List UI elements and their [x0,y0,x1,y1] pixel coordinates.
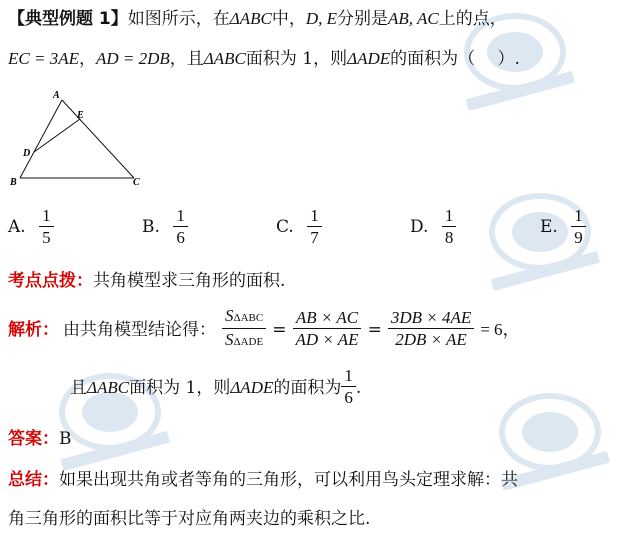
answer-label: 答案： [8,429,59,449]
area-s: S [225,306,234,325]
label-a: A [53,90,60,101]
fraction-sides [292,308,361,351]
triangle-figure [0,86,160,196]
option-letter: D. [410,217,429,237]
summary-text: 如果出现共角或者等角的三角形，可以利用鸟头定理求解：共 [59,470,518,490]
option-d[interactable] [410,206,456,249]
problem-text: ， [78,49,96,69]
analysis-line-2 [70,366,361,409]
option-denominator: 9 [574,228,583,247]
summary-line-1 [8,469,518,491]
math-segments-ab-ac: AB, AC [388,9,439,28]
option-b[interactable] [142,206,188,249]
option-numerator: 1 [173,206,188,227]
option-letter: C. [276,217,294,237]
math-ad-eq: AD = 2DB [95,49,170,68]
side-ab [20,100,62,178]
problem-text: 上的点， [438,9,507,29]
problem-line-2 [8,48,520,70]
analysis-line-1: 解析： 由共角模型结论得： $\frac{\text{SΔABC}}{\text{SΔADE}}$ = $\frac{AB \times AC}{AD \times AE}$ = $\frac{3DB \times 4AE}{2DB \times AE}$ = 6 ， [8,306,520,353]
side-ac [62,100,134,178]
summary-line-2 [8,508,370,530]
label-b: B [10,177,17,188]
option-denominator: 8 [444,228,454,247]
fraction-numerator: AB × AC [293,308,361,329]
problem-text: ，且 [169,49,204,69]
example-tag: 【典型例题 1】 [8,9,128,29]
option-e[interactable] [540,206,586,249]
math-triangle-abc: ΔABC [203,49,246,68]
analysis-text: 由共角模型结论得： [63,319,216,340]
analysis-text: 面积为 1，则 [129,377,231,398]
option-c[interactable] [276,206,322,249]
problem-text: 分别是 [337,9,389,29]
math-triangle-ade: ΔADE [347,49,391,68]
summary-label: 总结： [8,470,59,490]
area-sub: ΔABC [233,312,264,324]
fraction-numerator: 3DB × 4AE [388,308,474,329]
option-numerator: 1 [442,206,457,227]
problem-text: 的面积为（ ）. [390,49,520,69]
math-triangle-abc: ΔABC [229,9,272,28]
option-letter: A. [8,217,26,237]
analysis-text: 且 [70,377,87,398]
math-triangle-abc: ΔABC [87,377,130,397]
problem-line-1 [8,8,507,30]
point-section [8,270,285,292]
problem-text: 面积为 1，则 [245,49,348,69]
fraction-denominator: 6 [344,388,353,407]
analysis-tail: ， [502,319,520,340]
option-denominator: 5 [42,228,51,247]
fraction-denominator: AD × AE [295,330,359,349]
answer-value: B [59,429,72,449]
math-points-de: D, E [305,9,338,28]
segment-de [34,119,80,152]
problem-text: 如图所示，在 [127,9,230,29]
analysis-label: 解析： [8,319,59,340]
answer-section [8,428,72,450]
area-sub: ΔADE [233,336,264,348]
fraction-substituted [388,308,474,351]
area-s: S [225,330,234,349]
point-text: 共角模型求三角形的面积. [93,271,286,291]
option-a[interactable] [8,206,54,249]
analysis-end: . [355,377,362,398]
label-c: C [133,177,140,188]
fraction-denominator: 2DB × AE [395,330,467,349]
point-label: 考点点拨： [8,271,93,291]
fraction-area-ratio [222,306,266,353]
option-numerator: 1 [571,206,586,227]
summary-text: 角三角形的面积比等于对应角两夹边的乘积之比. [8,509,371,529]
math-triangle-ade: ΔADE [230,377,274,397]
option-letter: B. [142,217,160,237]
fraction-numerator: 1 [341,366,356,387]
analysis-text: 的面积为 [273,377,342,398]
math-ec-eq: EC = 3AE [8,49,79,68]
option-denominator: 7 [310,228,319,247]
option-letter: E. [540,217,558,237]
answer-fraction [341,366,356,409]
label-e: E [77,110,84,121]
problem-text: 中， [271,9,306,29]
result-value: = 6 [480,319,503,339]
option-numerator: 1 [39,206,54,227]
label-d: D [23,148,31,159]
option-numerator: 1 [307,206,322,227]
option-denominator: 6 [176,228,185,247]
